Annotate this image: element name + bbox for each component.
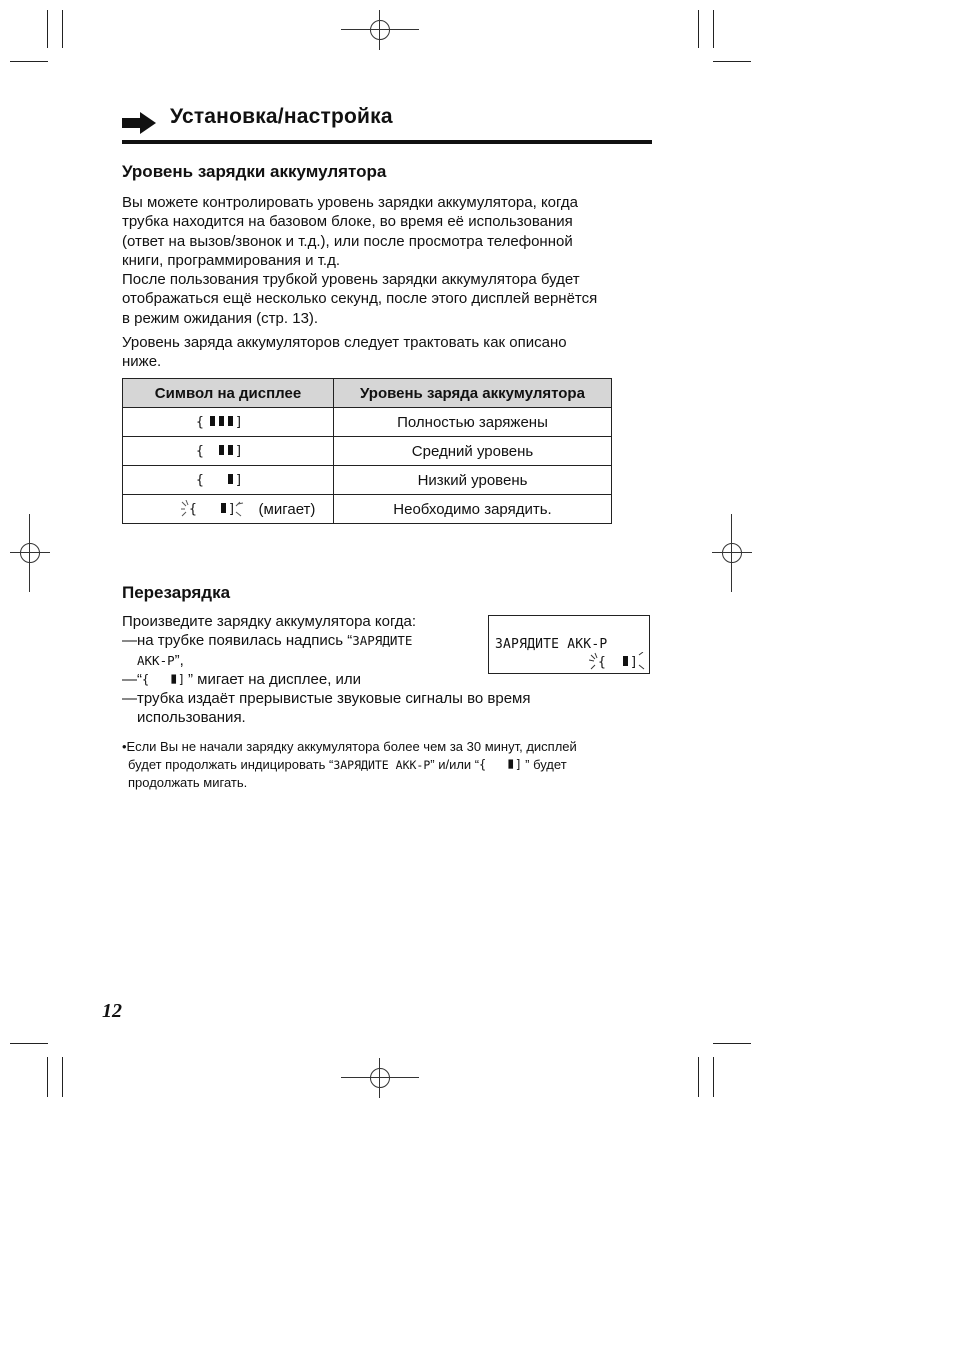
header-divider — [122, 140, 652, 144]
text-line: трубка находится на базовом блоке, во время её использования — [122, 213, 573, 231]
battery-icon — [196, 413, 246, 431]
symbol-cell — [123, 408, 334, 437]
text-span: ” мигает на дисплее, или — [188, 670, 362, 688]
display-message: АКК-Р — [137, 652, 175, 668]
svg-text:]: ] — [177, 672, 186, 687]
battery-bar — [221, 503, 226, 513]
battery-bar — [509, 760, 514, 769]
column-header: Уровень заряда аккумулятора — [334, 379, 612, 408]
text-line: отображаться ещё несколько секунд, после этого дисплей вернётся — [122, 290, 598, 308]
symbol-cell — [123, 495, 334, 524]
svg-text:]: ] — [630, 655, 638, 670]
display-text: ЗАРЯДИТЕ АКК-Р — [495, 637, 608, 652]
svg-text:]: ] — [235, 415, 243, 431]
text-span: —“ — [122, 670, 142, 688]
battery-bar — [219, 445, 224, 455]
table-row — [123, 495, 612, 524]
battery-level-table — [122, 378, 612, 524]
battery-icon — [142, 671, 188, 688]
svg-text:{: { — [598, 655, 606, 670]
crop-mark — [47, 1057, 48, 1097]
level-cell: Необходимо зарядить. — [334, 495, 612, 524]
battery-bar — [228, 474, 233, 484]
crop-mark — [713, 61, 751, 62]
table-row — [123, 466, 612, 495]
battery-bar — [210, 416, 215, 426]
level-cell: Полностью заряжены — [334, 408, 612, 437]
paragraph — [122, 333, 567, 372]
text-span: ” и/или “ — [430, 756, 480, 772]
arrow-right-icon — [122, 112, 156, 134]
text-line: в режим ожидания (стр. 13). — [122, 309, 319, 327]
display-message: ЗАРЯДИТЕ АКК-Р — [333, 757, 431, 772]
recharge-list — [122, 612, 530, 728]
battery-bar — [228, 416, 233, 426]
crop-mark — [698, 1057, 699, 1097]
battery-icon — [196, 442, 246, 460]
list-item-cont: использования. — [137, 709, 246, 727]
symbol-cell — [123, 466, 334, 495]
text-span: ” будет — [525, 756, 567, 772]
section-header — [122, 104, 652, 144]
level-cell: Низкий уровень — [334, 466, 612, 495]
display-message: ЗАРЯДИТЕ — [352, 633, 413, 649]
list-item: —трубка издаёт прерывистые звуковые сигналы во время — [122, 690, 531, 708]
text-line — [122, 756, 577, 775]
text-span: —на трубке появилась надпись “ — [122, 632, 353, 650]
registration-mark — [341, 1058, 419, 1098]
table-row — [123, 408, 612, 437]
text-line: продолжать мигать. — [128, 775, 248, 791]
text-line: Вы можете контролировать уровень зарядки аккумулятора, когда — [122, 194, 578, 211]
svg-text:]: ] — [235, 473, 243, 489]
svg-text:{: { — [196, 473, 204, 489]
paragraph — [122, 193, 597, 328]
level-cell: Средний уровень — [334, 437, 612, 466]
battery-blink-icon — [589, 652, 645, 672]
crop-mark — [713, 10, 714, 48]
battery-bar — [228, 445, 233, 455]
footnote — [122, 738, 577, 792]
list-item — [122, 670, 530, 689]
svg-text:]: ] — [235, 444, 243, 460]
battery-icon — [196, 471, 246, 489]
battery-blink-icon — [181, 500, 245, 518]
crop-mark — [713, 1057, 714, 1097]
recharge-intro: Произведите зарядку аккумулятора когда: — [122, 613, 417, 630]
text-line: Уровень заряда аккумуляторов следует трактовать как описано — [122, 334, 567, 351]
list-item-cont — [122, 651, 530, 670]
page-title: Установка/настройка — [170, 105, 393, 128]
crop-mark — [713, 1043, 751, 1044]
crop-mark — [10, 1043, 48, 1044]
table-row — [123, 437, 612, 466]
text-line: •Если Вы не начали зарядку аккумулятора более чем за 30 минут, дисплей — [122, 739, 577, 754]
symbol-cell — [123, 437, 334, 466]
svg-text:{: { — [196, 415, 204, 431]
crop-mark — [62, 1057, 63, 1097]
symbol-note: (мигает) — [258, 500, 316, 518]
list-item — [122, 631, 530, 650]
svg-text:]: ] — [227, 502, 236, 518]
text-span: будет продолжать индицировать “ — [128, 756, 334, 772]
svg-text:{: { — [196, 444, 204, 460]
crop-mark — [47, 10, 48, 48]
svg-text:{: { — [142, 672, 150, 687]
battery-bar — [171, 674, 176, 683]
svg-text:{: { — [188, 502, 197, 518]
text-line: (ответ на вызов/звонок и т.д.), или после просмотра телефонной — [122, 232, 573, 250]
handset-display — [488, 615, 650, 674]
table-header-row — [123, 379, 612, 408]
battery-icon — [479, 757, 525, 772]
recharge-heading: Перезарядка — [122, 583, 231, 602]
page-number: 12 — [102, 1000, 122, 1022]
text-line: ниже. — [122, 353, 162, 371]
registration-mark — [341, 10, 419, 50]
text-span: ”, — [174, 651, 184, 669]
svg-text:{: { — [479, 757, 487, 772]
text-line: книги, программирования и т.д. — [122, 251, 340, 269]
registration-mark — [712, 514, 752, 592]
crop-mark — [10, 61, 48, 62]
registration-mark — [10, 514, 50, 592]
svg-text:]: ] — [515, 757, 523, 772]
battery-bar — [219, 416, 224, 426]
text-line: После пользования трубкой уровень зарядки аккумулятора будет — [122, 271, 580, 289]
column-header: Символ на дисплее — [123, 379, 334, 408]
crop-mark — [62, 10, 63, 48]
crop-mark — [698, 10, 699, 48]
battery-heading: Уровень зарядки аккумулятора — [122, 162, 387, 181]
